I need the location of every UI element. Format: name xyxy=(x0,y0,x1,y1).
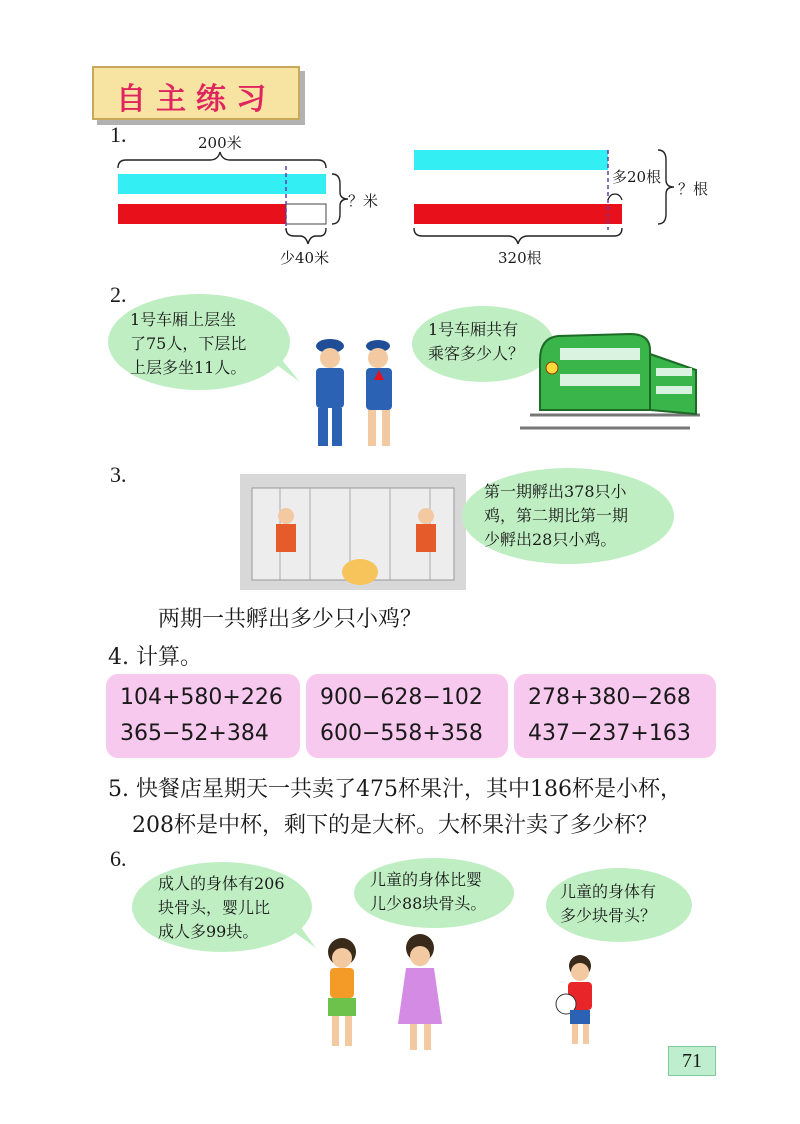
q5-line-1: 5. 快餐店星期天一共卖了475杯果汁，其中186杯是小杯， xyxy=(108,777,682,802)
q5-line-2: 208杯是中杯，剩下的是大杯。大杯果汁卖了多少杯？ xyxy=(132,813,658,838)
q6-bubble-1-line: 成人的身体有206 xyxy=(158,874,285,893)
q1-left-missing-part xyxy=(286,204,326,224)
q4-calc-group-2 xyxy=(306,674,508,758)
q2-bubble-left-line: 上层多坐11人。 xyxy=(130,358,247,377)
q6-bubble-3-line: 多少块骨头？ xyxy=(560,906,657,925)
q6-boy-illustration xyxy=(548,952,608,1048)
q6-bubble-1 xyxy=(132,862,312,952)
q2-bubble-right-line: 1号车厢共有 xyxy=(428,320,519,339)
q1-left-top-label: 200米 xyxy=(198,134,242,152)
q1-number: 1. xyxy=(110,122,127,147)
q6-bubble-2-line: 儿少88块骨头。 xyxy=(370,894,487,913)
q2-workers-illustration xyxy=(298,330,418,454)
q6-women-illustration xyxy=(292,932,472,1054)
q3-incubator-illustration xyxy=(240,474,466,590)
q1-right-bottom-label: 320根 xyxy=(498,249,542,267)
q1-right-bottom-brace xyxy=(414,228,622,244)
q3-bubble-line: 第一期孵出378只小 xyxy=(484,482,627,501)
q1-left-top-brace xyxy=(118,152,326,168)
q4-title: 4. 计算。 xyxy=(108,645,202,670)
q4-expression: 900−628−102 xyxy=(320,685,483,710)
q6-bubble-2 xyxy=(354,858,514,928)
q1-right-cyan-bar xyxy=(414,150,608,170)
q6-bubble-1-line: 成人多99块。 xyxy=(158,922,259,941)
q4-expression: 278+380−268 xyxy=(528,685,691,710)
q1-right-right-label: ？根 xyxy=(678,180,709,198)
q6-bubble-3 xyxy=(546,868,692,942)
q2-bubble-left xyxy=(108,294,290,390)
q6-bubble-1-line: 块骨头，婴儿比 xyxy=(158,898,271,917)
q1-left-cyan-bar xyxy=(118,174,326,194)
q1-left-right-label: ？米 xyxy=(348,192,379,210)
q1-left-right-brace xyxy=(332,174,348,224)
q6-bubble-2-line: 儿童的身体比婴 xyxy=(370,870,483,889)
q4-expression: 365−52+384 xyxy=(120,721,269,746)
q4-expression: 104+580+226 xyxy=(120,685,283,710)
q6-bubble-3-line: 儿童的身体有 xyxy=(560,882,657,901)
q1-right-diff-label: 多20根 xyxy=(612,168,662,186)
q4-expression: 437−237+163 xyxy=(528,721,691,746)
q1-right-right-brace xyxy=(658,150,674,224)
page-number: 71 xyxy=(668,1046,716,1076)
q6-number: 6. xyxy=(110,846,127,871)
q3-bubble-line: 鸡，第二期比第一期 xyxy=(484,506,629,525)
q1-right-diff-brace xyxy=(608,194,622,200)
q4-calc-group-1 xyxy=(106,674,300,758)
q2-train-illustration xyxy=(520,330,710,440)
q3-question: 两期一共孵出多少只小鸡？ xyxy=(158,607,423,632)
q4-expression: 600−558+358 xyxy=(320,721,483,746)
q1-left-red-bar xyxy=(118,204,286,224)
q2-bubble-right-line: 乘客多少人？ xyxy=(428,344,525,363)
q1-left-bottom-brace xyxy=(286,228,326,244)
q3-number: 3. xyxy=(110,462,127,487)
q3-bubble-line: 少孵出28只小鸡。 xyxy=(484,530,617,549)
q2-bubble-left-line: 1号车厢上层坐 xyxy=(130,310,237,329)
section-title: 自主练习 xyxy=(116,82,276,117)
q2-bubble-left-line: 了75人，下层比 xyxy=(130,334,247,353)
q1-left-bottom-label: 少40米 xyxy=(280,249,330,267)
q4-calc-group-3 xyxy=(514,674,716,758)
q2-number: 2. xyxy=(110,282,127,307)
q1-right-red-bar xyxy=(414,204,622,224)
section-title-box xyxy=(92,66,300,120)
q3-bubble xyxy=(462,468,674,564)
